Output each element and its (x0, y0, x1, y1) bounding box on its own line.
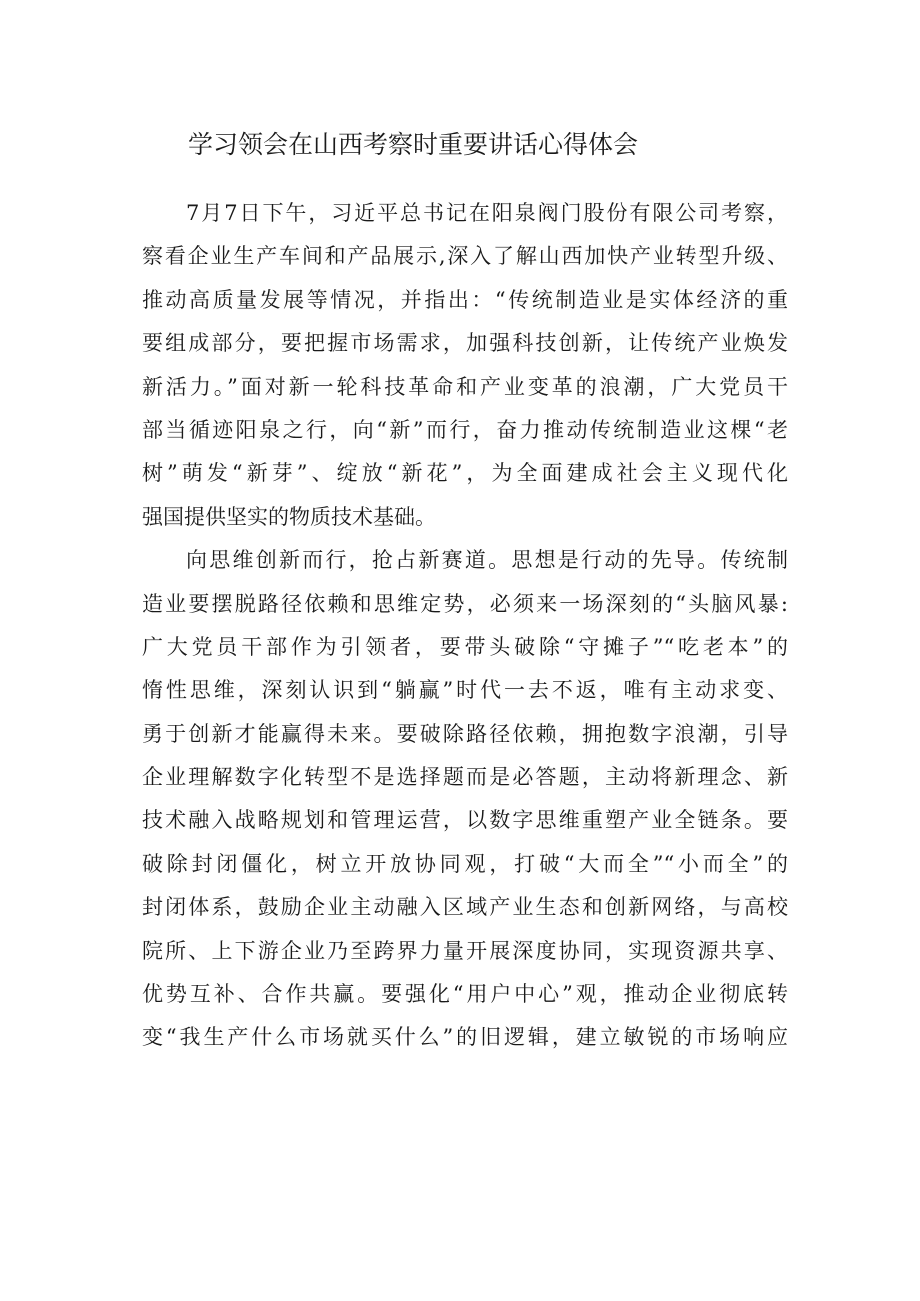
text-line: 技术融入战略规划和管理运营，以数字思维重塑产业全链条。要 (142, 808, 788, 833)
text-line: 树”萌发“新芽”、绽放“新花”，为全面建成社会主义现代化 (142, 461, 788, 486)
text-line: 造业要摆脱路径依赖和思维定势，必须来一场深刻的“头脑风暴: (142, 591, 788, 616)
paragraph-2 (142, 539, 788, 1060)
text-line: 察看企业生产车间和产品展示,深入了解山西加快产业转型升级、 (142, 244, 788, 269)
text-line: 推动高质量发展等情况，并指出：“传统制造业是实体经济的重 (142, 287, 788, 312)
text-line: 要组成部分，要把握市场需求，加强科技创新，让传统产业焕发 (142, 331, 788, 356)
text-line: 勇于创新才能赢得未来。要破除路径依赖，拥抱数字浪潮，引导 (142, 721, 788, 746)
text-line: 优势互补、合作共赢。要强化“用户中心”观，推动企业彻底转 (142, 982, 788, 1007)
text-line: 破除封闭僵化，树立开放协同观，打破“大而全”“小而全”的 (142, 851, 788, 876)
text-line: 向思维创新而行，抢占新赛道。思想是行动的先导。传统制 (186, 548, 788, 573)
text-line: 企业理解数字化转型不是选择题而是必答题，主动将新理念、新 (142, 765, 788, 790)
document-title: 学习领会在山西考察时重要讲话心得体会 (188, 130, 639, 159)
text-line: 广大党员干部作为引领者，要带头破除“守摊子”“吃老本”的 (142, 634, 788, 659)
paragraph-1 (142, 192, 788, 539)
document-body (142, 192, 788, 1060)
text-line: 封闭体系，鼓励企业主动融入区域产业生态和创新网络，与高校 (142, 895, 788, 920)
text-line: 惰性思维，深刻认识到“躺赢”时代一去不返，唯有主动求变、 (142, 678, 788, 703)
text-line: 院所、上下游企业乃至跨界力量开展深度协同，实现资源共享、 (142, 938, 788, 963)
text-line: 7月7日下午，习近平总书记在阳泉阀门股份有限公司考察， (186, 201, 788, 225)
text-line: 变“我生产什么市场就买什么”的旧逻辑，建立敏锐的市场响应 (142, 1025, 788, 1050)
text-line: 强国提供坚实的物质技术基础。 (142, 504, 436, 529)
text-line: 部当循迹阳泉之行，向“新”而行，奋力推动传统制造业这棵“老 (142, 417, 788, 442)
text-line: 新活力。”面对新一轮科技革命和产业变革的浪潮，广大党员干 (142, 374, 788, 399)
